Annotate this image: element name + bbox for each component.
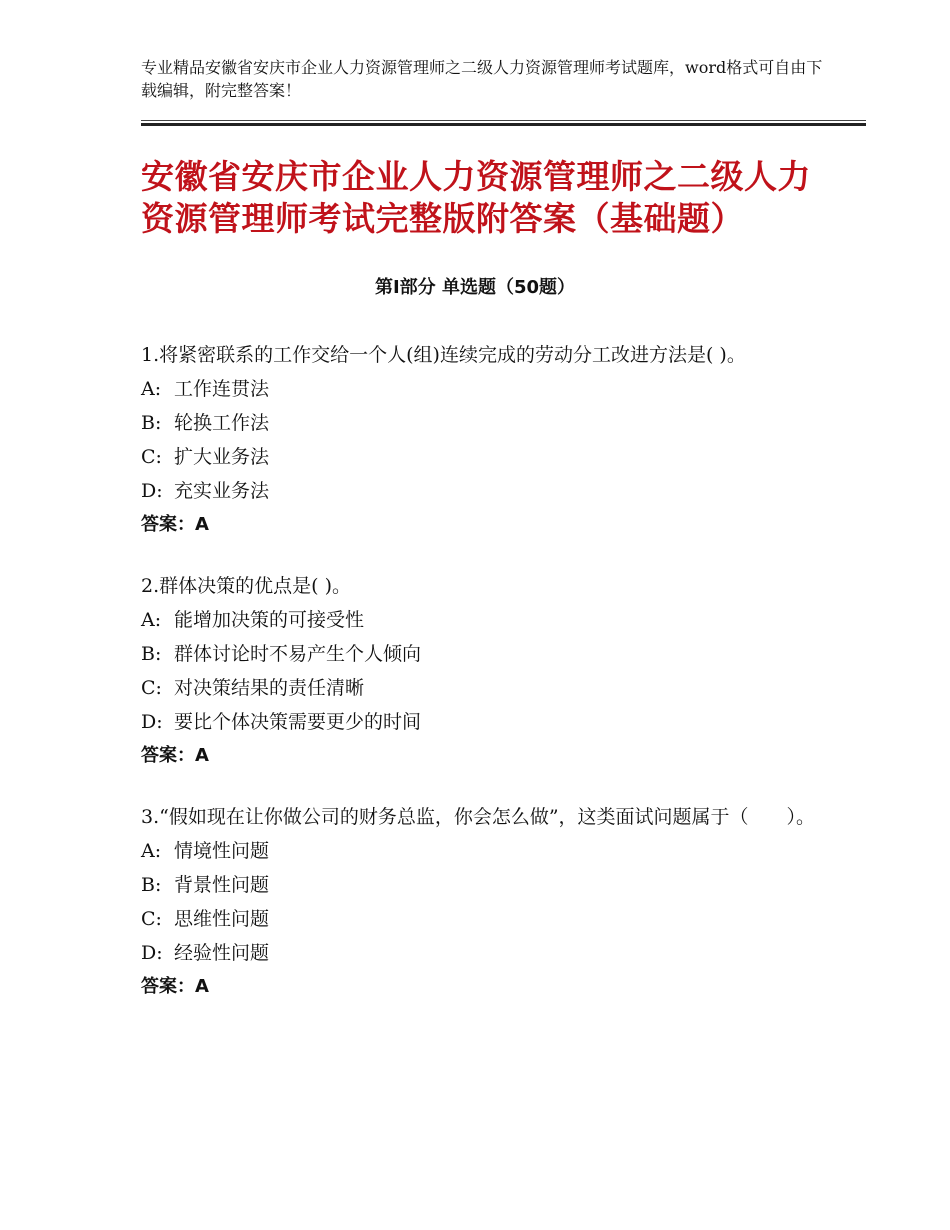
option-text: 轮换工作法: [174, 412, 270, 434]
question-stem: 1.将紧密联系的工作交给一个人(组)连续完成的劳动分工改进方法是( )。: [141, 344, 746, 366]
option-text: 扩大业务法: [174, 446, 270, 468]
question-list: [141, 338, 821, 1031]
option-c: [141, 902, 821, 936]
section-title: 第Ⅰ部分 单选题（50题）: [374, 277, 575, 298]
option-key: D:: [141, 942, 163, 964]
option-key: C:: [141, 446, 162, 468]
option-d: [141, 474, 821, 508]
header-note: 专业精品安徽省安庆市企业人力资源管理师之二级人力资源管理师考试题库，word格式可自由下载编辑，附完整答案！: [141, 58, 823, 100]
option-c: [141, 440, 821, 474]
option-d: [141, 936, 821, 970]
option-b: [141, 406, 821, 440]
question-item: [141, 338, 821, 542]
option-b: [141, 868, 821, 902]
question-stem: 3.“假如现在让你做公司的财务总监，你会怎么做”，这类面试问题属于（ ）。: [141, 806, 816, 828]
document-title: 安徽省安庆市企业人力资源管理师之二级人力资源管理师考试完整版附答案（基础题）: [141, 157, 811, 238]
option-key: A:: [141, 609, 162, 631]
answer-label: 答案：A: [141, 976, 209, 997]
question-stem: 2.群体决策的优点是( )。: [141, 575, 351, 597]
option-key: C:: [141, 677, 162, 699]
option-key: B:: [141, 643, 162, 665]
question-item: [141, 569, 821, 773]
option-a: [141, 834, 821, 868]
option-text: 要比个体决策需要更少的时间: [174, 711, 422, 733]
answer-label: 答案：A: [141, 514, 209, 535]
option-c: [141, 671, 821, 705]
option-b: [141, 637, 821, 671]
header-divider-thick: [141, 123, 866, 126]
option-a: [141, 603, 821, 637]
option-text: 对决策结果的责任清晰: [174, 677, 365, 699]
option-text: 能增加决策的可接受性: [174, 609, 365, 631]
option-key: B:: [141, 412, 162, 434]
option-text: 背景性问题: [174, 874, 270, 896]
option-text: 工作连贯法: [174, 378, 270, 400]
option-key: A:: [141, 840, 162, 862]
option-key: A:: [141, 378, 162, 400]
option-d: [141, 705, 821, 739]
option-text: 思维性问题: [174, 908, 270, 930]
header-divider-thin: [141, 120, 866, 121]
option-key: B:: [141, 874, 162, 896]
option-text: 群体讨论时不易产生个人倾向: [174, 643, 422, 665]
option-a: [141, 372, 821, 406]
option-text: 充实业务法: [174, 480, 270, 502]
option-key: C:: [141, 908, 162, 930]
option-key: D:: [141, 480, 163, 502]
option-key: D:: [141, 711, 163, 733]
option-text: 经验性问题: [174, 942, 270, 964]
answer-label: 答案：A: [141, 745, 209, 766]
option-text: 情境性问题: [174, 840, 270, 862]
question-item: [141, 800, 821, 1004]
